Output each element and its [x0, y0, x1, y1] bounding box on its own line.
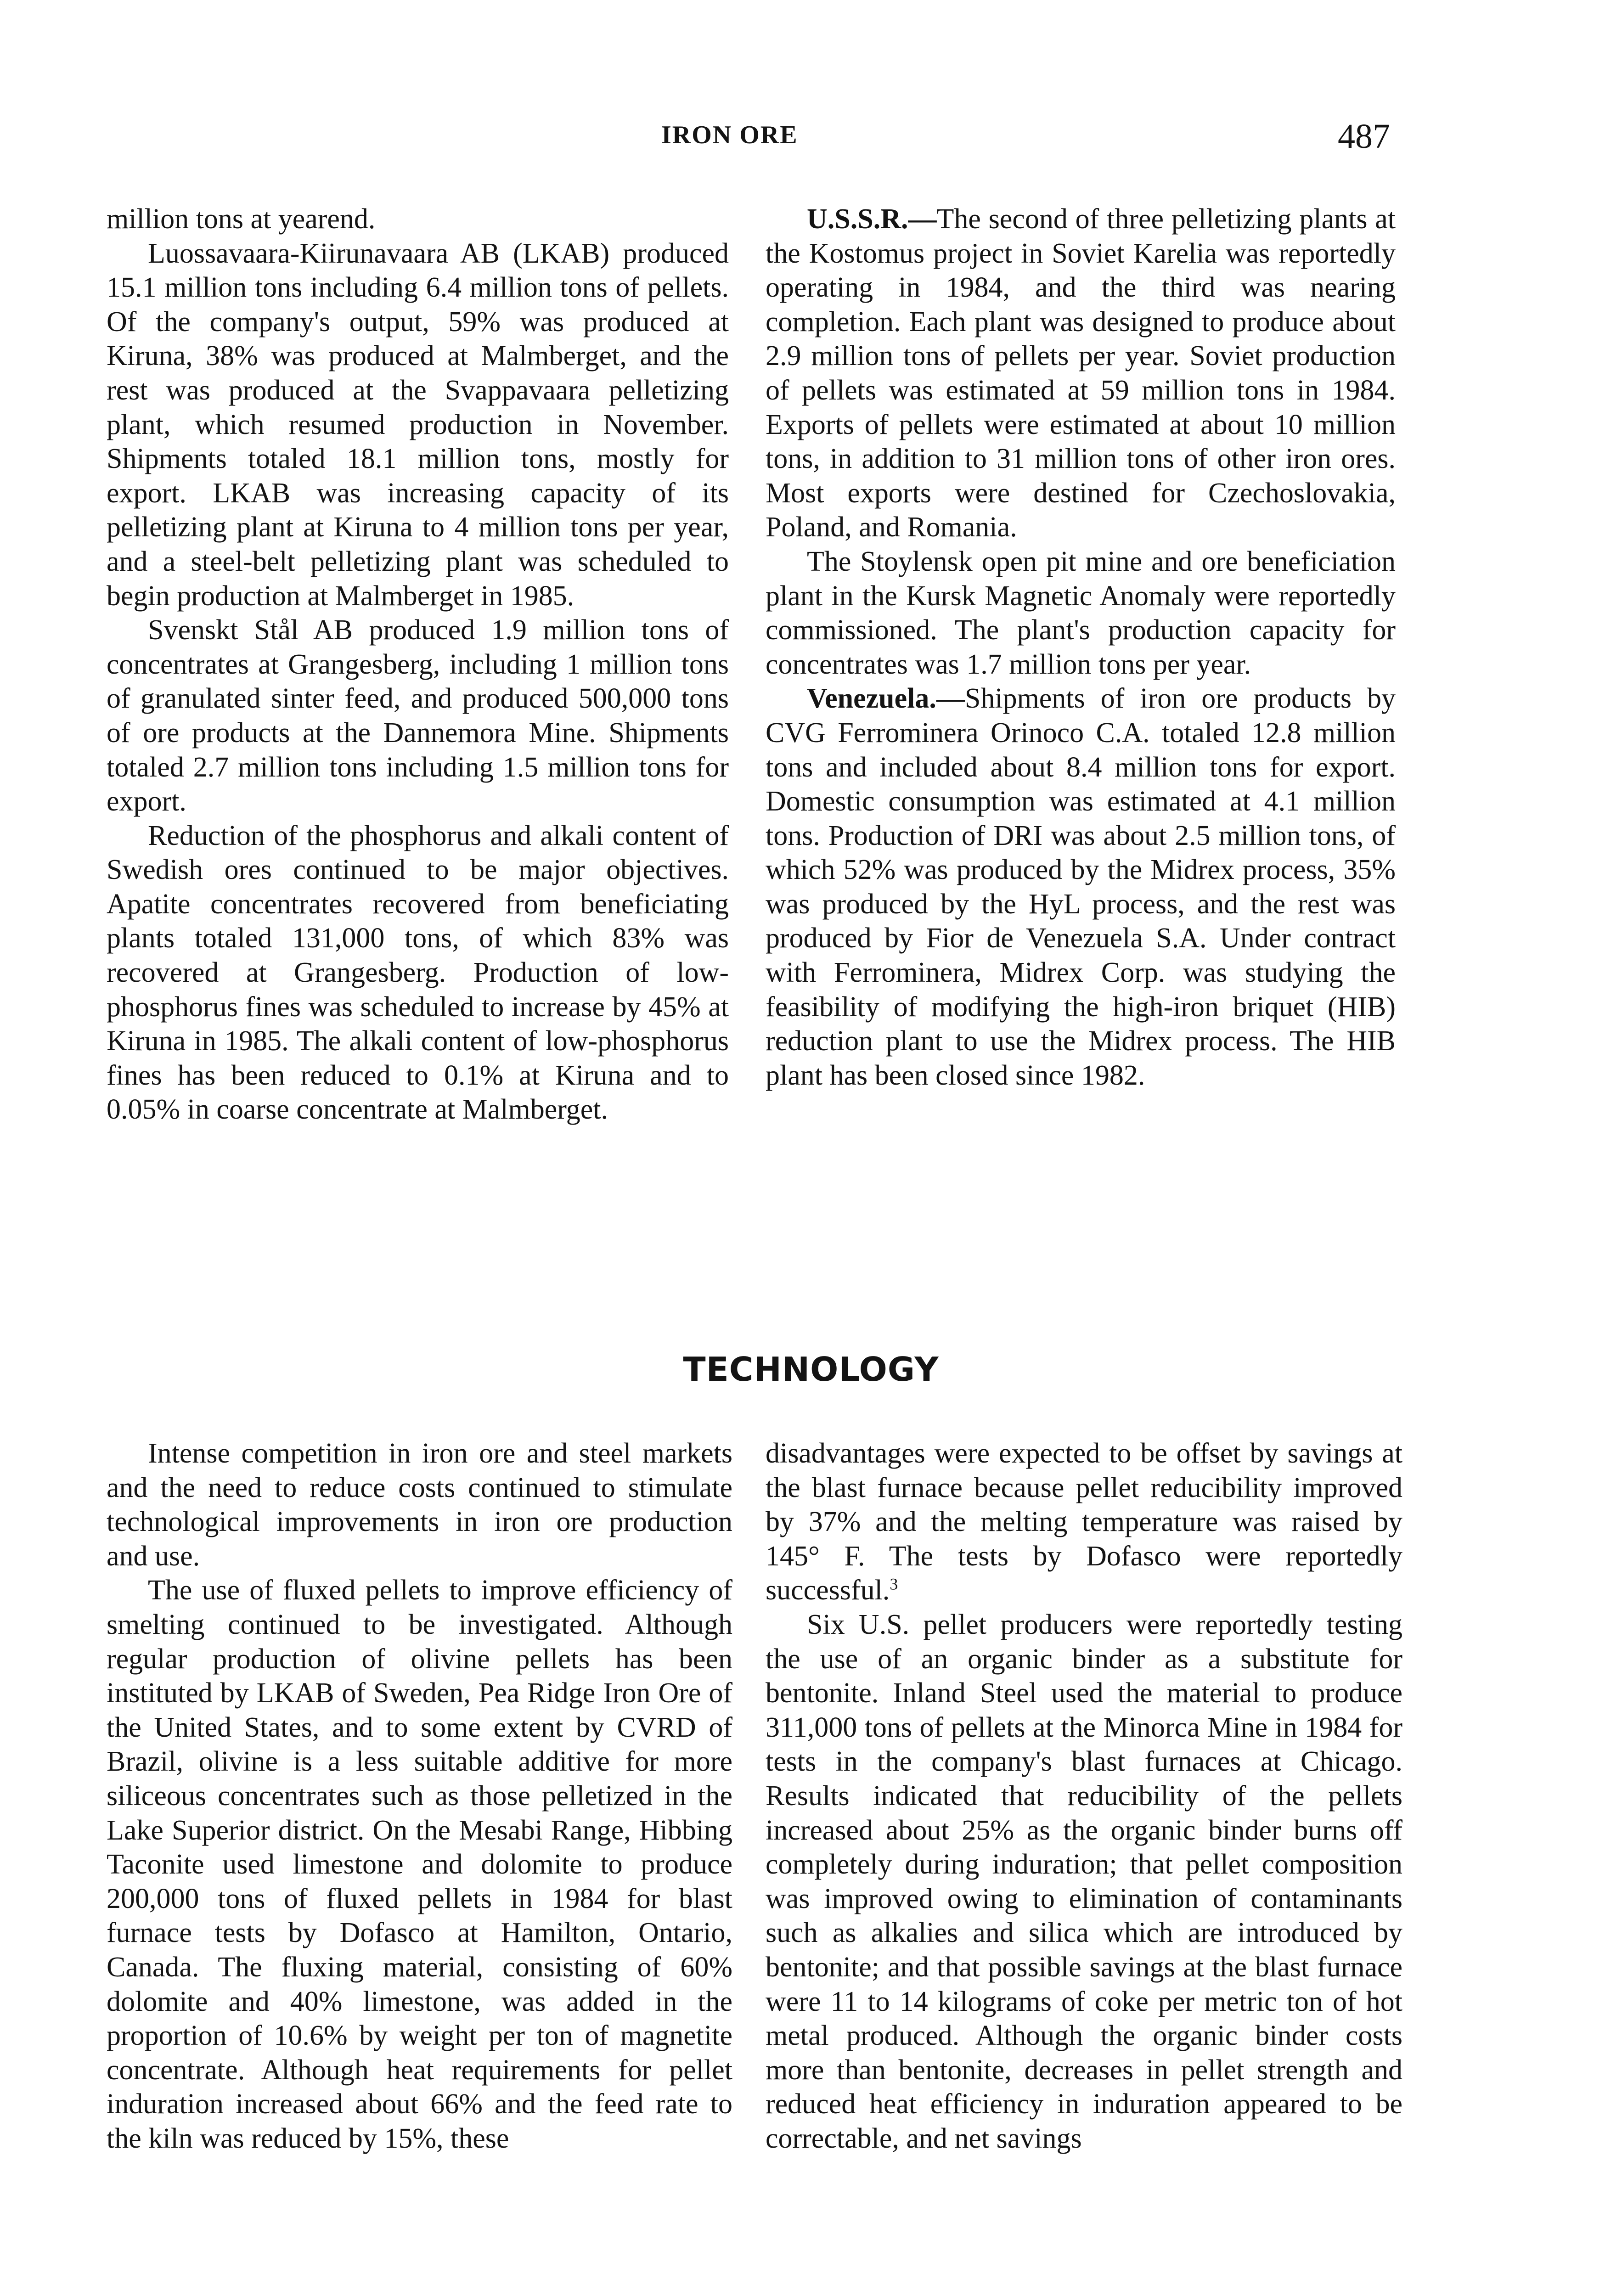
right-column-top — [766, 202, 1396, 1092]
left-column-top — [107, 202, 729, 1127]
paragraph-text: The second of three pelletizing plants at the Kostomus project in Soviet Karelia was reportedly operating in 1984, and the third was nearing completion. Each plant was designed to produce about 2.9 million tons of pellets per year. Soviet production of pellets was estimated at 59 million tons in 1984. Exports of pellets were estimated at about 10 million tons, in addition to 31 million tons of other iron ores. Most exports were destined for Czechoslovakia, Poland, and Romania. — [766, 203, 1396, 543]
page-header — [0, 117, 1622, 157]
runin-heading: Venezuela.— — [807, 683, 965, 715]
section-heading: TECHNOLOGY — [683, 1350, 939, 1389]
footnote-ref: 3 — [890, 1575, 898, 1593]
paragraph — [766, 681, 1396, 1092]
paragraph: Reduction of the phosphorus and alkali content of Swedish ores continued to be major objectives. Apatite concentrates recovered from beneficiating plants totaled 131,000 tons, of which 83% was recovered at Grangesberg. Production of low-phosphorus fines was scheduled to increase by 45% at Kiruna in 1985. The alkali content of low-phosphorus fines has been reduced to 0.1% at Kiruna and to 0.05% in coarse concentrate at Malmberget. — [107, 820, 729, 1125]
paragraph: The use of fluxed pellets to improve efficiency of smelting continued to be investigated. Although regular production of olivine pellets has been instituted by LKAB of Sweden, Pea Ridge Iron Ore of the United States, and to some extent by CVRD of Brazil, olivine is a less suitable additive for more siliceous concentrates such as those pelletized in the Lake Superior district. On the Mesabi Range, Hibbing Taconite used limestone and dolomite to produce 200,000 tons of fluxed pellets in 1984 for blast furnace tests by Dofasco at Hamilton, Ontario, Canada. The fluxing material, consisting of 60% dolomite and 40% limestone, was added in the proportion of 10.6% by weight per ton of magnetite concentrate. Although heat requirements for pellet induration increased about 66% and the feed rate to the kiln was reduced by 15%, these — [107, 1575, 732, 2154]
paragraph: Six U.S. pellet producers were reportedly testing the use of an organic binder as a substitute for bentonite. Inland Steel used the material to produce 311,000 tons of pellets at the Minorca Mine in 1984 for tests in the company's blast furnaces at Chicago. Results indicated that reducibility of the pellets increased about 25% as the organic binder burns off completely during induration; that pellet composition was improved owing to elimination of contaminants such as alkalies and silica which are introduced by bentonite; and that possible savings at the blast furnace were 11 to 14 kilograms of coke per metric ton of hot metal produced. Although the organic binder costs more than bentonite, decreases in pellet strength and reduced heat efficiency in induration appeared to be correctable, and net savings — [766, 1609, 1402, 2154]
paragraph: Luossavaara-Kiirunavaara AB (LKAB) produced 15.1 million tons including 6.4 million tons of pellets. Of the company's output, 59% was produced at Kiruna, 38% was produced at Malmberget, and the rest was produced at the Svappavaara pelletizing plant, which resumed production in November. Shipments totaled 18.1 million tons, mostly for export. LKAB was increasing capacity of its pelletizing plant at Kiruna to 4 million tons per year, and a steel-belt pelletizing plant was scheduled to begin production at Malmberget in 1985. — [107, 237, 729, 612]
paragraph-text: Shipments of iron ore products by CVG Ferrominera Orinoco C.A. totaled 12.8 million tons and included about 8.4 million tons for export. Domestic consumption was estimated at 4.1 million tons. Production of DRI was about 2.5 million tons, of which 52% was produced by the Midrex process, 35% was produced by the HyL process, and the rest was produced by Fior de Venezuela S.A. Under contract with Ferrominera, Midrex Corp. was studying the feasibility of modifying the high-iron briquet (HIB) reduction plant to use the Midrex process. The HIB plant has been closed since 1982. — [766, 683, 1396, 1091]
left-column-bottom — [107, 1436, 732, 2155]
paragraph-text: disadvantages were expected to be offset by savings at the blast furnace because pellet reducibility improved by 37% and the melting temperature was raised by 145° F. The tests by Dofasco were reportedly successful. — [766, 1438, 1402, 1606]
paragraph: The Stoylensk open pit mine and ore beneficiation plant in the Kursk Magnetic Anomaly were reportedly commissioned. The plant's production capacity for concentrates was 1.7 million tons per year. — [766, 546, 1396, 680]
paragraph — [766, 1436, 1402, 1608]
paragraph — [766, 202, 1396, 545]
paragraph: Intense competition in iron ore and steel markets and the need to reduce costs continued to stimulate technological improvements in iron ore production and use. — [107, 1438, 732, 1572]
right-column-bottom — [766, 1436, 1402, 2155]
runin-heading: U.S.S.R.— — [807, 203, 937, 235]
running-title: IRON ORE — [661, 121, 798, 149]
paragraph: million tons at yearend. — [107, 203, 376, 235]
paragraph: Svenskt Stål AB produced 1.9 million tons of concentrates at Grangesberg, including 1 million tons of granulated sinter feed, and produced 500,000 tons of ore products at the Dannemora Mine. Shipments totaled 2.7 million tons including 1.5 million tons for export. — [107, 614, 729, 817]
page-number: 487 — [1338, 117, 1390, 156]
